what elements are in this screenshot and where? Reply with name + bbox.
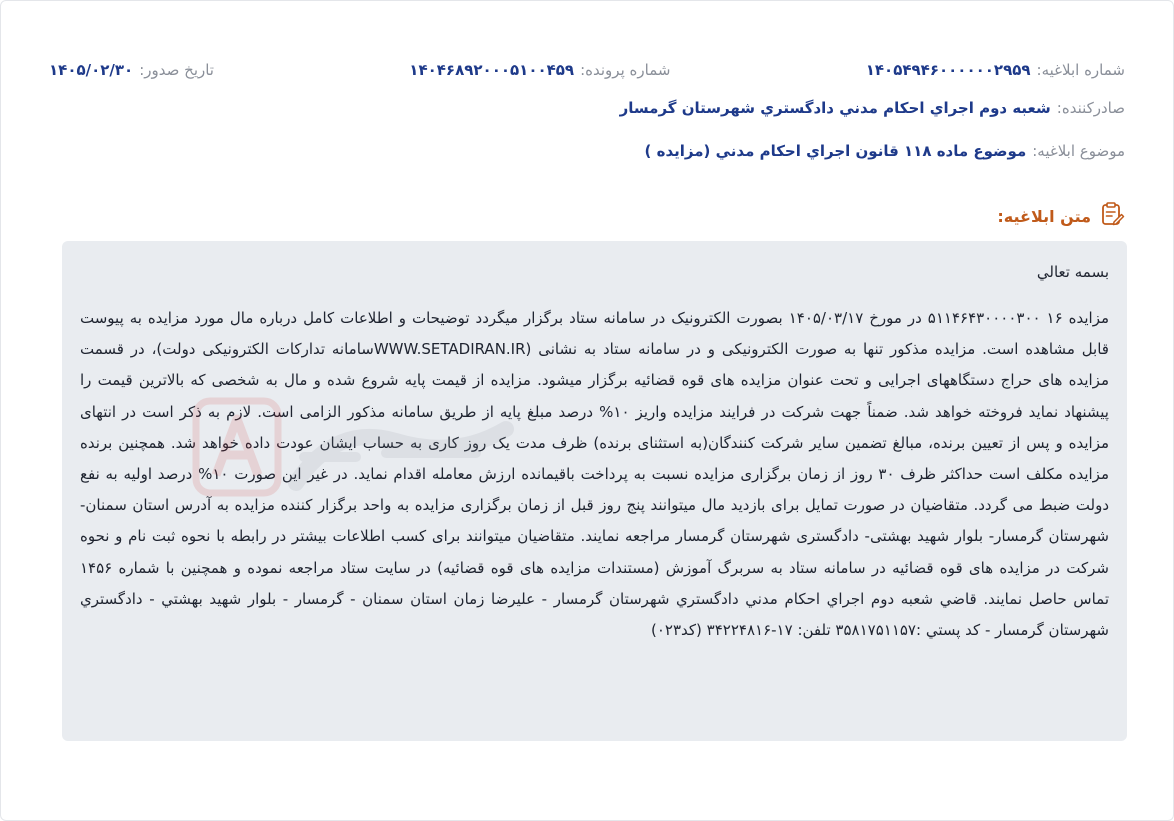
subject-label: موضوع ابلاغیه: [1032,142,1125,160]
issuer-label: صادرکننده: [1056,99,1125,117]
notice-greeting: بسمه تعالي [1036,263,1109,281]
subject-value: موضوع ماده ۱۱۸ قانون اجراي احكام مدني (مزايده ) [644,142,1027,160]
notice-number-label: شماره ابلاغیه: [1036,61,1125,79]
subject-row [49,142,1125,160]
notice-text-header [997,201,1125,231]
notice-content-box [62,241,1127,741]
case-number [409,61,670,79]
issue-date-label: تاریخ صدور: [139,61,214,79]
notice-number-value: ۱۴۰۵۴۹۴۶۰۰۰۰۰۰۲۹۵۹ [865,61,1031,79]
case-number-label: شماره پرونده: [580,61,671,79]
document-edit-icon [1099,201,1125,231]
notice-meta-row [49,57,1125,83]
issue-date-value: ۱۴۰۵/۰۲/۳۰ [49,61,134,79]
notice-text-title: متن ابلاغیه: [997,206,1091,226]
notice-number [866,61,1125,79]
issuer-row [49,99,1125,117]
case-number-value: ۱۴۰۴۶۸۹۲۰۰۰۵۱۰۰۴۵۹ [409,61,575,79]
issuer-value: شعبه دوم اجراي احكام مدني دادگستري شهرستان گرمسار [619,99,1051,117]
issue-date [49,61,214,79]
notice-body: مزایده ۱۶ ۵۱۱۴۶۴۳۰۰۰۰۳۰۰ در مورخ ۱۴۰۵/۰۳/۱۷ بصورت الکترونیک در سامانه ستاد برگزار میگردد توضیحات و اطلاعات کامل درباره مال مورد مزایده به پیوست قابل مشاهده است. مزایده مذکور تنها به صورت الکترونیکی و در سامانه ستاد به نشانی (WWW.SETADIRAN.IRسامانه تدارکات الکترونیکی دولت)، در قسمت مزایده های حراج دستگاههای اجرایی و تحت عنوان مزایده های قوه قضائیه برگزار میشود. مزایده از قیمت پایه شروع شده و مال به شخصی که بالاترین قیمت را پیشنهاد نماید فروخته خواهد شد. ضمناً جهت شرکت در فرایند مزایده واریز ۱۰% درصد مبلغ پایه از طریق سامانه مذکور الزامی است. لازم به ذکر است در انتهای مزایده و پس از تعیین برنده، مبالغ تضمین سایر شرکت کنندگان(به استثنای برنده) ظرف مدت یک روز کاری به حساب ایشان عودت داده خواهد شد. همچنین برنده مزایده مکلف است حداکثر ظرف ۳۰ روز از زمان برگزاری مزایده نسبت به پرداخت باقیمانده ارزش معامله اقدام نماید. در غیر این صورت ۱۰% درصد اولیه به نفع دولت ضبط می گردد. متقاضیان در صورت تمایل برای بازدید مال میتوانند پنج روز قبل از زمان برگزاری مزایده به واحد برگزار کننده مزایده به آدرس استان سمنان- شهرستان گرمسار- بلوار شهید بهشتی- دادگستری شهرستان گرمسار مراجعه نمایند. متقاضیان میتوانند برای کسب اطلاعات بیشتر در رابطه با نحوه ثبت نام و نحوه شرکت در مزایده های قوه قضائیه در سامانه ستاد به سربرگ آموزش (مستندات مزایده های قوه قضائیه) در سایت ستاد مراجعه نموده و همچنین با شماره ۱۴۵۶ تماس حاصل نمایند. قاضي شعبه دوم اجراي احكام مدني دادگستري شهرستان گرمسار - عليرضا زمان استان سمنان - گرمسار - بلوار شهيد بهشتي - دادگستري شهرستان گرمسار - كد پستي :۳۵۸۱۷۵۱۱۵۷ تلفن: ۱۷-۳۴۲۲۴۸۱۶ (كد۰۲۳) [80,309,1110,640]
